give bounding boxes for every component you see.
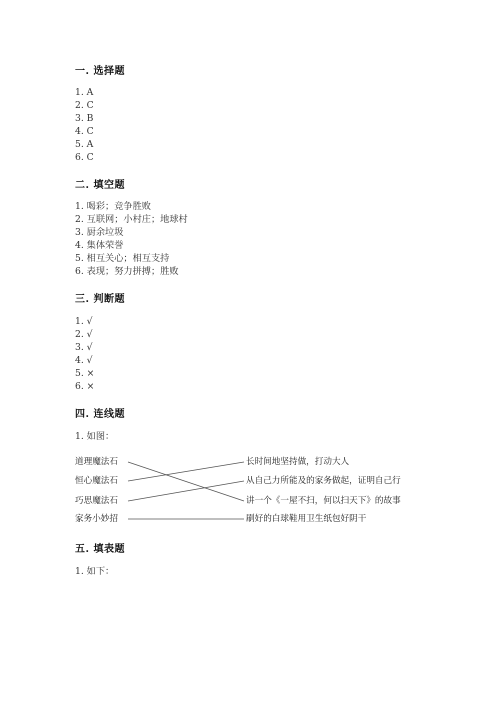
match-left-item: 恒心魔法石 <box>75 476 118 486</box>
answer-line: 1. √ <box>75 316 93 327</box>
answer-line: 4. 集体荣誉 <box>75 240 124 251</box>
answer-line: 2. √ <box>75 329 93 340</box>
answer-line: 6. × <box>75 381 95 392</box>
answer-line: 2. 互联网；小村庄；地球村 <box>75 214 188 225</box>
connector-line <box>128 481 244 501</box>
answer-line: 2. C <box>75 100 94 111</box>
match-left-item: 道理魔法石 <box>75 457 118 467</box>
match-right-item: 从自己力所能及的家务做起，证明自己行 <box>246 476 401 486</box>
answer-line: 5. A <box>75 139 94 150</box>
answer-line: 3. B <box>75 113 94 124</box>
connector-line <box>128 462 244 481</box>
section-heading-matching: 四. 连线题 <box>75 409 125 420</box>
answer-line: 3. 厨余垃圾 <box>75 227 124 238</box>
section-heading-fill-blank: 二. 填空题 <box>75 180 125 191</box>
section-heading-true-false: 三. 判断题 <box>75 294 125 305</box>
answer-line: 5. × <box>75 368 95 379</box>
answer-line: 4. C <box>75 126 94 137</box>
section-heading-choice: 一. 选择题 <box>75 66 125 77</box>
match-right-item: 讲一个《一屋不扫，何以扫天下》的故事 <box>246 496 401 506</box>
match-right-item: 刷好的白球鞋用卫生纸包好阴干 <box>246 514 367 524</box>
answer-line: 5. 相互关心；相互支持 <box>75 253 170 264</box>
table-intro: 1. 如下： <box>75 566 115 577</box>
answer-line: 4. √ <box>75 355 93 366</box>
match-right-item: 长时间地坚持做，打动大人 <box>246 457 350 467</box>
answer-line: 1. A <box>75 87 94 98</box>
answer-line: 1. 喝彩；竞争胜败 <box>75 201 151 212</box>
answer-line: 3. √ <box>75 342 93 353</box>
answer-line: 6. C <box>75 152 94 163</box>
section-heading-table: 五. 填表题 <box>75 544 125 555</box>
match-left-item: 家务小妙招 <box>75 514 118 524</box>
match-left-item: 巧思魔法石 <box>75 496 118 506</box>
answer-line: 6. 表现；努力拼搏；胜败 <box>75 266 179 277</box>
matching-intro: 1. 如图： <box>75 431 115 442</box>
connector-line <box>128 462 244 501</box>
